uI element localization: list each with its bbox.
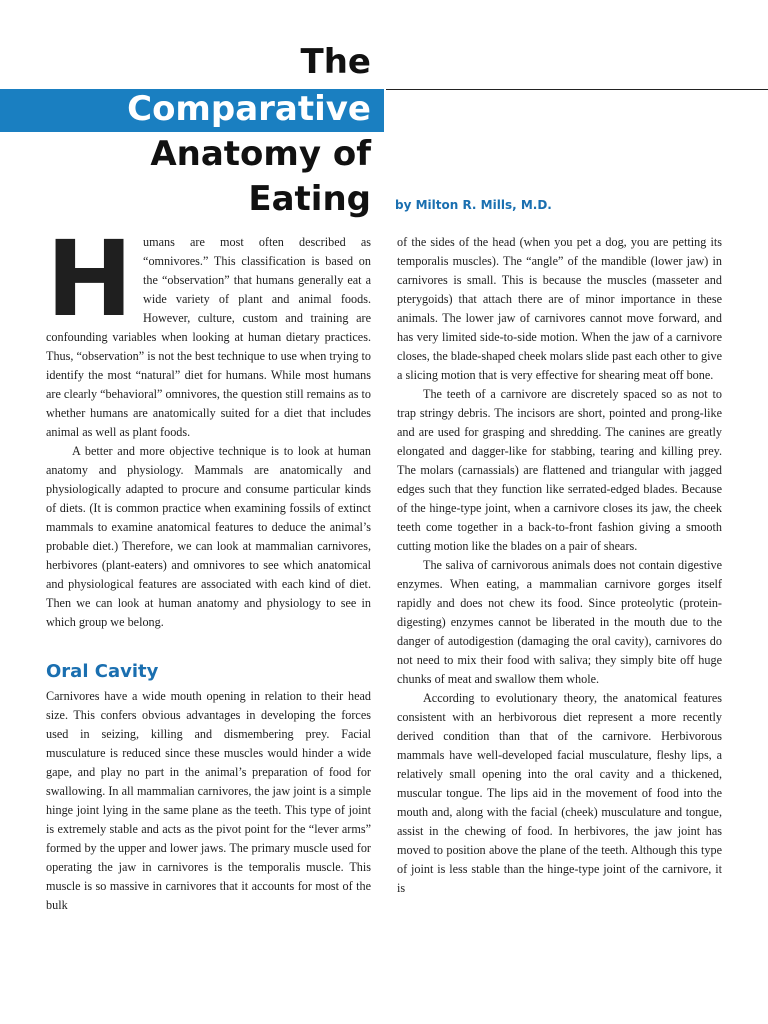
header-rule (386, 89, 768, 90)
section-heading-oral-cavity: Oral Cavity (46, 661, 159, 682)
title-line-4: Eating (248, 179, 371, 219)
right-paragraph-4: According to evolutionary theory, the anatomical features consistent with an herbivorous diet represent a more recently derived condition than that of the carnivore. Herbivorous mammals have well-developed facial musculature, fleshy lips, a relatively small opening into the oral cavity and a thickened, muscular tongue. The lips aid in the movement of food into the mouth and, along with the facial (cheek) musculature and tongue, assist in the chewing of food. In herbivores, the jaw joint has moved to position above the plane of the teeth. Although this type of joint is less stable than the hinge-type joint of the carnivore, it is (397, 691, 722, 895)
intro-paragraph-2: A better and more objective technique is to look at human anatomy and physiology. Mammals are anatomically and physiologically adapted to procure and consume particular kinds of diets. (It is common practice when examining fossils of extinct mammals to examine anatomical features to deduce the animal’s probable diet.) Therefore, we can look at mammalian carnivores, herbivores (plant-eaters) and omnivores to see which anatomical and physiological features are associated with each kind of diet. Then we can look at human anatomy and physiology to see in which group we belong. (46, 444, 371, 629)
drop-cap: H (46, 218, 134, 340)
oral-cavity-paragraph-1: Carnivores have a wide mouth opening in relation to their head size. This confers obvious advantages in developing the forces used in seizing, killing and dismembering prey. Facial musculature is reduced since these muscles would hinder a wide gape, and play no part in the animal’s preparation of food for swallowing. In all mammalian carnivores, the jaw joint is a simple hinge joint lying in the same plane as the teeth. This type of joint is extremely stable and acts as the pivot point for the “lever arms” formed by the upper and lower jaws. The primary muscle used for operating the jaw in carnivores is the temporalis muscle. This muscle is so massive in carnivores that it accounts for most of the bulk (46, 689, 371, 912)
right-paragraph-2: The teeth of a carnivore are discretely spaced so as not to trap stringy debris. The incisors are short, pointed and prong-like and are used for grasping and shredding. The canines are greatly elongated and dagger-like for stabbing, tearing and killing prey. The molars (carnassials) are flattened and triangular with jagged edges such that they function like serrated-edged blades. Because of the hinge-type joint, when a carnivore closes its jaw, the cheek teeth come together in a back-to-front fashion giving a smooth cutting motion like the blades on a pair of shears. (397, 387, 722, 553)
left-column (46, 218, 371, 915)
byline: by Milton R. Mills, M.D. (395, 198, 552, 212)
title-line-2: Comparative (127, 89, 371, 129)
intro-paragraph-1: umans are most often described as “omnivores.” This classification is based on the “observation” that humans generally eat a wide variety of plant and animal foods. However, culture, custom and training are confounding variables when looking at human dietary practices. Thus, “observation” is not the best technique to use when trying to identify the most “natural” diet for humans. While most humans are clearly “behavioral” omnivores, the question still remains as to whether humans are anatomically suited for a diet that includes animal as well as plant foods. (46, 235, 371, 439)
right-column (397, 233, 722, 898)
right-paragraph-3: The saliva of carnivorous animals does not contain digestive enzymes. When eating, a mammalian carnivore gorges itself rapidly and does not chew its food. Since proteolytic (protein-digesting) enzymes cannot be liberated in the mouth due to the danger of autodigestion (damaging the oral cavity), carnivores do not need to mix their food with saliva; they simply bite off huge chunks of meat and swallow them whole. (397, 558, 722, 686)
title-line-3: Anatomy of (150, 134, 371, 174)
title-line-1: The (300, 42, 371, 82)
right-paragraph-1: of the sides of the head (when you pet a dog, you are petting its temporalis muscles). The “angle” of the mandible (lower jaw) in carnivores is small. This is because the muscles (masseter and pterygoids) that attach there are of minor importance in these animals. The lower jaw of carnivores cannot move forward, and has very limited side-to-side motion. When the jaw of a carnivore closes, the blade-shaped cheek molars slide past each other to give a slicing motion that is very effective for shearing meat off bone. (397, 235, 722, 382)
